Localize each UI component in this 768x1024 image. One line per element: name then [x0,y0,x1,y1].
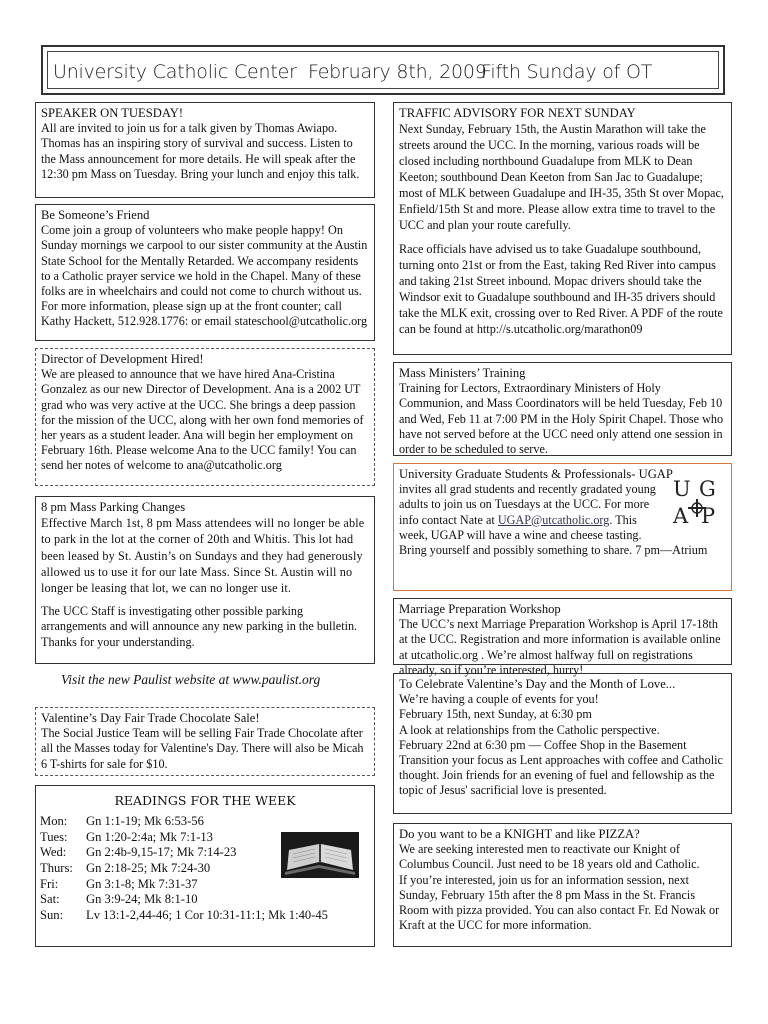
readings-day: Mon: [40,814,68,829]
readings-day: Wed: [40,845,67,860]
valentine-line-5: Transition your focus as Lent approaches with coffee and Catholic thought. Join friends for an evening of fuel and fellowship as the topic of Jesus' sacrificial love is presented. [399,753,723,798]
ugap-logo-a: A [673,504,689,528]
ugap-email-link[interactable]: UGAP@utcatholic.org [497,512,610,527]
director-body: We are pleased to announce that we have hired Ana-Cristina Gonzalez as our new Director of Development. Ana is a 2002 UT grad who was very active at the UCC. She brings a deep passion for the mission of the UCC, along with her own fond memories of her years as a student leader. Ana will begin her employment on February 16th. Please welcome Ana to the UCC family! You can send her notes of welcome to ana@utcatholic.org [41,367,364,473]
valentine-line-4: February 22nd at 6:30 pm — Coffee Shop in the Basement [399,737,687,752]
readings-citation: Gn 1:20-2:4a; Mk 7:1-13 [86,829,213,844]
valentine-title: To Celebrate Valentine’s Day and the Month of Love... [399,677,676,691]
readings-day: Tues: [40,829,68,844]
chocolate-title: Valentine’s Day Fair Trade Chocolate Sale! [41,711,260,725]
ugap-box [393,463,732,591]
knight-title: Do you want to be a KNIGHT and like PIZZA? [399,827,640,841]
valentine-line-1: We’re having a couple of events for you! [399,692,599,707]
readings-day: Fri: [40,876,59,891]
readings-citation: Gn 3:9-24; Mk 8:1-10 [86,892,198,907]
parking-body-1: Effective March 1st, 8 pm Mass attendees will no longer be able to park in the lot at the corner of 20th and Whitis. This lot had been leased by St. Austin’s on Sundays and they had generously allowed us to use it for our late Mass. Since St. Austin will no longer be leasing that lot, we can no longer use it. [41,516,365,596]
valentine-box [393,673,732,814]
readings-day: Thurs: [40,860,73,875]
ugap-title: University Graduate Students & Professionals- UGAP [399,467,673,481]
knight-box [393,823,732,947]
liturgical-sunday: Fifth Sunday of OT [481,61,653,83]
director-title: Director of Development Hired! [41,352,204,366]
chocolate-box [35,707,375,776]
ugap-line-2: adults to join us on Tuesdays at the UCC. For more [399,497,650,512]
ugap-logo-g: G [699,477,716,501]
friend-body: Come join a group of volunteers who make people happy! On Sunday mornings we carpool to our sister community at the Austin State School for the Mentally Retarded. We accompany residents to a Catholic prayer service we hold in the Chapel. Many of these folks are in wheelchairs and could not come to church without us. For more information, please sign up at the front counter; call Kathy Hackett, 512.928.1776: or email stateschool@utcatholic.org [41,223,368,329]
celtic-cross-icon [687,498,707,518]
speaker-box [35,102,375,198]
chocolate-body: The Social Justice Team will be selling Fair Trade Chocolate after all the Masses today for Valentine's Day. There will also be Micah 6 T-shirts for sale for $10. [41,726,364,771]
marriage-body: The UCC’s next Marriage Preparation Workshop is April 17-18th at the UCC. Registration and more information is available online at utcatholic.org . We’re almost halfway full on registrations already, so if you’re interested, hurry! [399,617,721,677]
readings-row [40,814,370,830]
knight-body-1: We are seeking interested men to reactivate our Knight of Columbus Council. Just need to be 18 years old and Catholic. [399,842,700,872]
traffic-box [393,102,732,355]
paulist-website-note: Visit the new Paulist website at www.paulist.org [61,672,321,687]
bulletin-date: February 8th, 2009 [308,61,487,83]
readings-row [40,908,370,924]
readings-day: Sun: [40,907,64,922]
masthead [41,45,725,95]
ugap-logo [671,477,723,534]
readings-day: Sat: [40,892,60,907]
ugap-line-3-pre: info contact Nate at [399,512,498,527]
ugap-line-3-post: . This [609,512,637,527]
speaker-title: SPEAKER ON TUESDAY! [41,106,184,120]
traffic-title: TRAFFIC ADVISORY FOR NEXT SUNDAY [399,106,636,120]
readings-citation: Gn 2:18-25; Mk 7:24-30 [86,860,211,875]
valentine-line-3: A look at relationships from the Catholic perspective. [399,722,660,737]
ministers-title: Mass Ministers’ Training [399,366,526,380]
ugap-line-1: invites all grad students and recently gradated young [399,482,656,497]
ugap-line-5: Bring yourself and possibly something to share. 7 pm—Atrium [399,543,708,558]
knight-body-2: If you’re interested, join us for an information session, next Sunday, February 15th after the 8 pm Mass in the St. Francis Room with pizza provided. You can also contact Fr. Ed Nowak or Kraft at the UCC for more information. [399,872,720,933]
readings-citation: Lv 13:1-2,44-46; 1 Cor 10:31-11:1; Mk 1:40-45 [86,907,328,922]
readings-row [40,892,370,908]
ministers-body: Training for Lectors, Extraordinary Ministers of Holy Communion, and Mass Coordinators will be held Tuesday, Feb 10 and Wed, Feb 11 at 7:00 PM in the Holy Spirit Chapel. Those who have not served before at the UCC need only attend one session in order to be scheduled to serve. [399,381,724,457]
readings-citation: Gn 1:1-19; Mk 6:53-56 [86,814,204,829]
ugap-line-4: week, UGAP will have a wine and cheese tasting. [399,527,642,542]
readings-citation: Gn 3:1-8; Mk 7:31-37 [86,876,198,891]
open-bible-icon [281,832,359,878]
marriage-box [393,598,732,677]
ministers-box [393,362,732,456]
friend-box [35,204,375,341]
traffic-body-2: Race officials have advised us to take Guadalupe southbound, turning onto 21st or from the East, taking Red River into campus and taking 21st Street inbound. Mopac drivers should take the Windsor exit to Guadalupe southbound and IH-35 drivers should take the MLK exit, crossing over to Red River. A PDF of the route can be found at http://s.utcatholic.org/marathon09 [399,242,723,337]
parking-title: 8 pm Mass Parking Changes [41,500,186,514]
traffic-body-1: Next Sunday, February 15th, the Austin Marathon will take the streets around the UCC. In the morning, various roads will be closed including northbound Guadalupe from MLK to Dean Keeton; southbound Dean Keeton from San Jac to Guadalupe; most of MLK between Guadalupe and IH-35, 35th St over Mopac, Enfield/15th St and more. Please allow extra time to travel to the UCC and plan your route carefully. [399,122,724,233]
director-box [35,348,375,486]
ugap-logo-p: P [701,504,716,528]
parking-box [35,496,375,664]
marriage-title: Marriage Preparation Workshop [399,602,561,616]
org-name: University Catholic Center [53,61,297,83]
readings-title: READINGS FOR THE WEEK [114,793,296,808]
ugap-logo-u: U [673,477,691,501]
friend-title: Be Someone’s Friend [41,208,150,222]
speaker-body: All are invited to join us for a talk given by Thomas Awiapo. Thomas has an inspiring story of survival and success. Listen to the Mass announcement for more details. He will speak after the 12:30 pm Mass on Tuesday. Bring your lunch and enjoy this talk. [41,121,360,181]
valentine-line-2: February 15th, next Sunday, at 6:30 pm [399,707,592,722]
readings-row [40,877,370,893]
parking-body-2: The UCC Staff is investigating other possible parking arrangements and will announce any new parking in the bulletin. Thanks for your understanding. [41,604,358,649]
readings-citation: Gn 2:4b-9,15-17; Mk 7:14-23 [86,845,237,860]
